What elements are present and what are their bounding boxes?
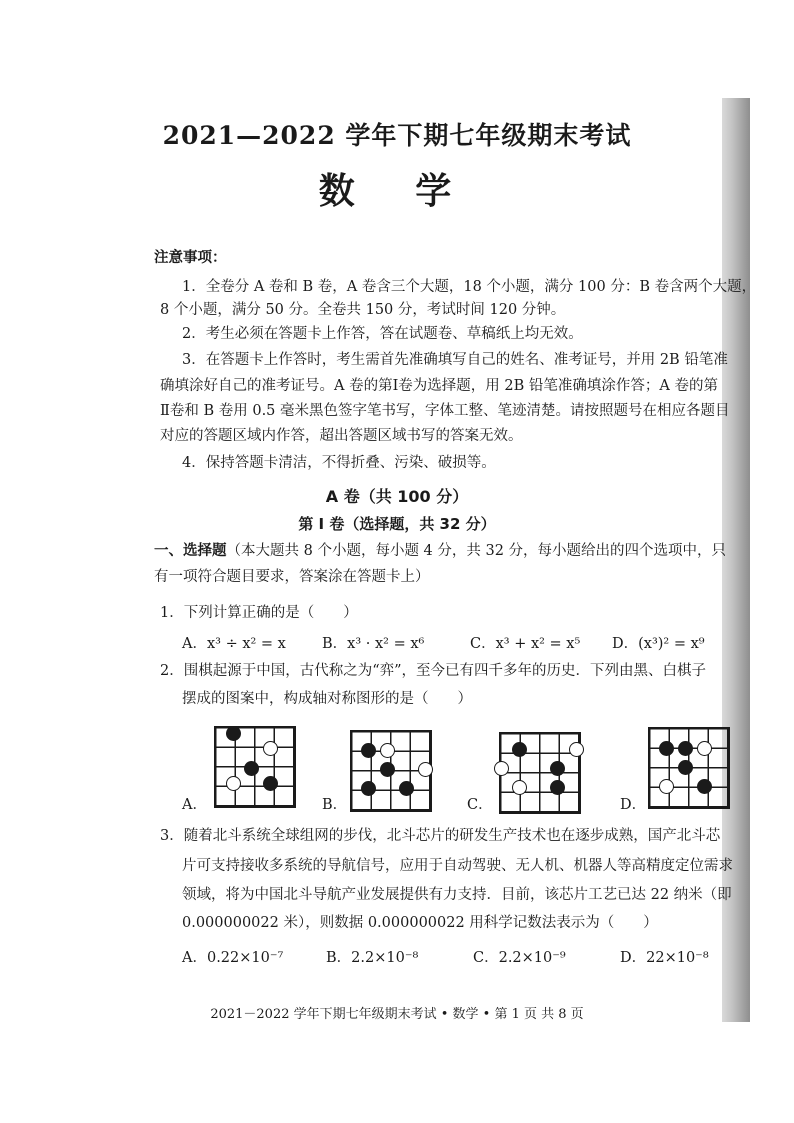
go-board-a [214, 726, 296, 808]
notes-line-6: Ⅱ卷和 B 卷用 0.5 毫米黑色签字笔书写，字体工整、笔迹清楚。请按照题号在相应各题目 [160, 403, 730, 419]
section-a-part1: 第 Ⅰ 卷（选择题，共 32 分） [298, 515, 496, 533]
white-stone [418, 762, 433, 777]
q3-option-d: D．22×10⁻⁸ [620, 950, 709, 966]
notes-heading: 注意事项： [154, 249, 227, 266]
white-stone [697, 741, 712, 756]
q2-label-b: B． [322, 797, 348, 813]
black-stone [550, 761, 565, 776]
section1-label: 一、选择题 [154, 542, 227, 559]
go-board-d [648, 727, 730, 809]
black-stone [659, 741, 674, 756]
black-stone [399, 781, 414, 796]
white-stone [263, 741, 278, 756]
notes-line-7: 对应的答题区域内作答，超出答题区域书写的答案无效。 [160, 428, 523, 444]
q2-label-c: C． [467, 797, 493, 813]
q2-label-a: A． [182, 797, 207, 813]
go-board-b [350, 730, 432, 812]
q3-option-a: A．0.22×10⁻⁷ [182, 950, 284, 966]
q1-option-c: C．x³ + x² = x⁵ [470, 636, 581, 652]
q3-line4: 0.000000022 米），则数据 0.000000022 用科学记数法表示为（ ） [182, 915, 658, 931]
black-stone [678, 760, 693, 775]
q3-option-b: B．2.2×10⁻⁸ [326, 950, 419, 966]
black-stone [263, 776, 278, 791]
q3-line3: 领域，将为中国北斗导航产业发展提供有力支持．目前，该芯片工艺已达 22 纳米（即 [182, 887, 732, 903]
white-stone [512, 780, 527, 795]
page-footer: 2021－2022 学年下期七年级期末考试 • 数学 • 第 1 页 共 8 页 [210, 1007, 584, 1022]
white-stone [569, 742, 584, 757]
q1-option-d: D．(x³)² = x⁹ [612, 636, 705, 652]
q1-option-b: B．x³ · x² = x⁶ [322, 636, 425, 652]
scan-shadow-edge [722, 98, 750, 1022]
black-stone [678, 741, 693, 756]
white-stone [380, 743, 395, 758]
go-board-c [499, 732, 581, 814]
notes-line-5: 确填涂好自己的准考证号。A 卷的第Ⅰ卷为选择题，用 2B 铅笔准确填涂作答；A 卷的第 [160, 378, 718, 394]
section1-desc2: 有一项符合题目要求，答案涂在答题卡上） [154, 569, 430, 585]
black-stone [380, 762, 395, 777]
section1-desc1: （本大题共 8 个小题，每小题 4 分，共 32 分，每小题给出的四个选项中，只 [226, 543, 727, 559]
black-stone [697, 779, 712, 794]
black-stone [361, 781, 376, 796]
q2-label-d: D． [620, 797, 647, 813]
notes-line-4: 3．在答题卡上作答时，考生需首先准确填写自己的姓名、准考证号，并用 2B 铅笔准 [182, 352, 728, 368]
exam-title: 2021—2022 学年下期七年级期末考试 [162, 121, 632, 150]
q2-line2: 摆成的图案中，构成轴对称图形的是（ ） [182, 691, 472, 707]
q1-option-a: A．x³ ÷ x² = x [182, 636, 286, 652]
q3-line1: 3．随着北斗系统全球组网的步伐，北斗芯片的研发生产技术也在逐步成熟，国产北斗芯 [160, 828, 721, 844]
black-stone [244, 761, 259, 776]
black-stone [512, 742, 527, 757]
q2-line1: 2．围棋起源于中国，古代称之为“弈”，至今已有四千多年的历史．下列由黑、白棋子 [160, 663, 707, 679]
q3-line2: 片可支持接收多系统的导航信号，应用于自动驾驶、无人机、机器人等高精度定位需求 [182, 858, 733, 874]
subject-title: 数 学 [318, 170, 476, 212]
section1-desc-line1 [154, 541, 726, 561]
black-stone [550, 780, 565, 795]
notes-line-8: 4．保持答题卡清洁，不得折叠、污染、破损等。 [182, 455, 496, 471]
notes-line-2: 8 个小题，满分 50 分。全卷共 150 分，考试时间 120 分钟。 [160, 302, 566, 318]
white-stone [226, 776, 241, 791]
black-stone [226, 726, 241, 741]
notes-line-3: 2．考生必须在答题卡上作答，答在试题卷、草稿纸上均无效。 [182, 326, 583, 342]
q3-option-c: C．2.2×10⁻⁹ [473, 950, 566, 966]
black-stone [361, 743, 376, 758]
section-a-title: A 卷（共 100 分） [325, 487, 469, 506]
white-stone [494, 761, 509, 776]
q1-stem: 1．下列计算正确的是（ ） [160, 605, 358, 621]
white-stone [659, 779, 674, 794]
notes-line-1: 1．全卷分 A 卷和 B 卷，A 卷含三个大题，18 个小题，满分 100 分：B 卷含两个大题， [182, 279, 757, 295]
